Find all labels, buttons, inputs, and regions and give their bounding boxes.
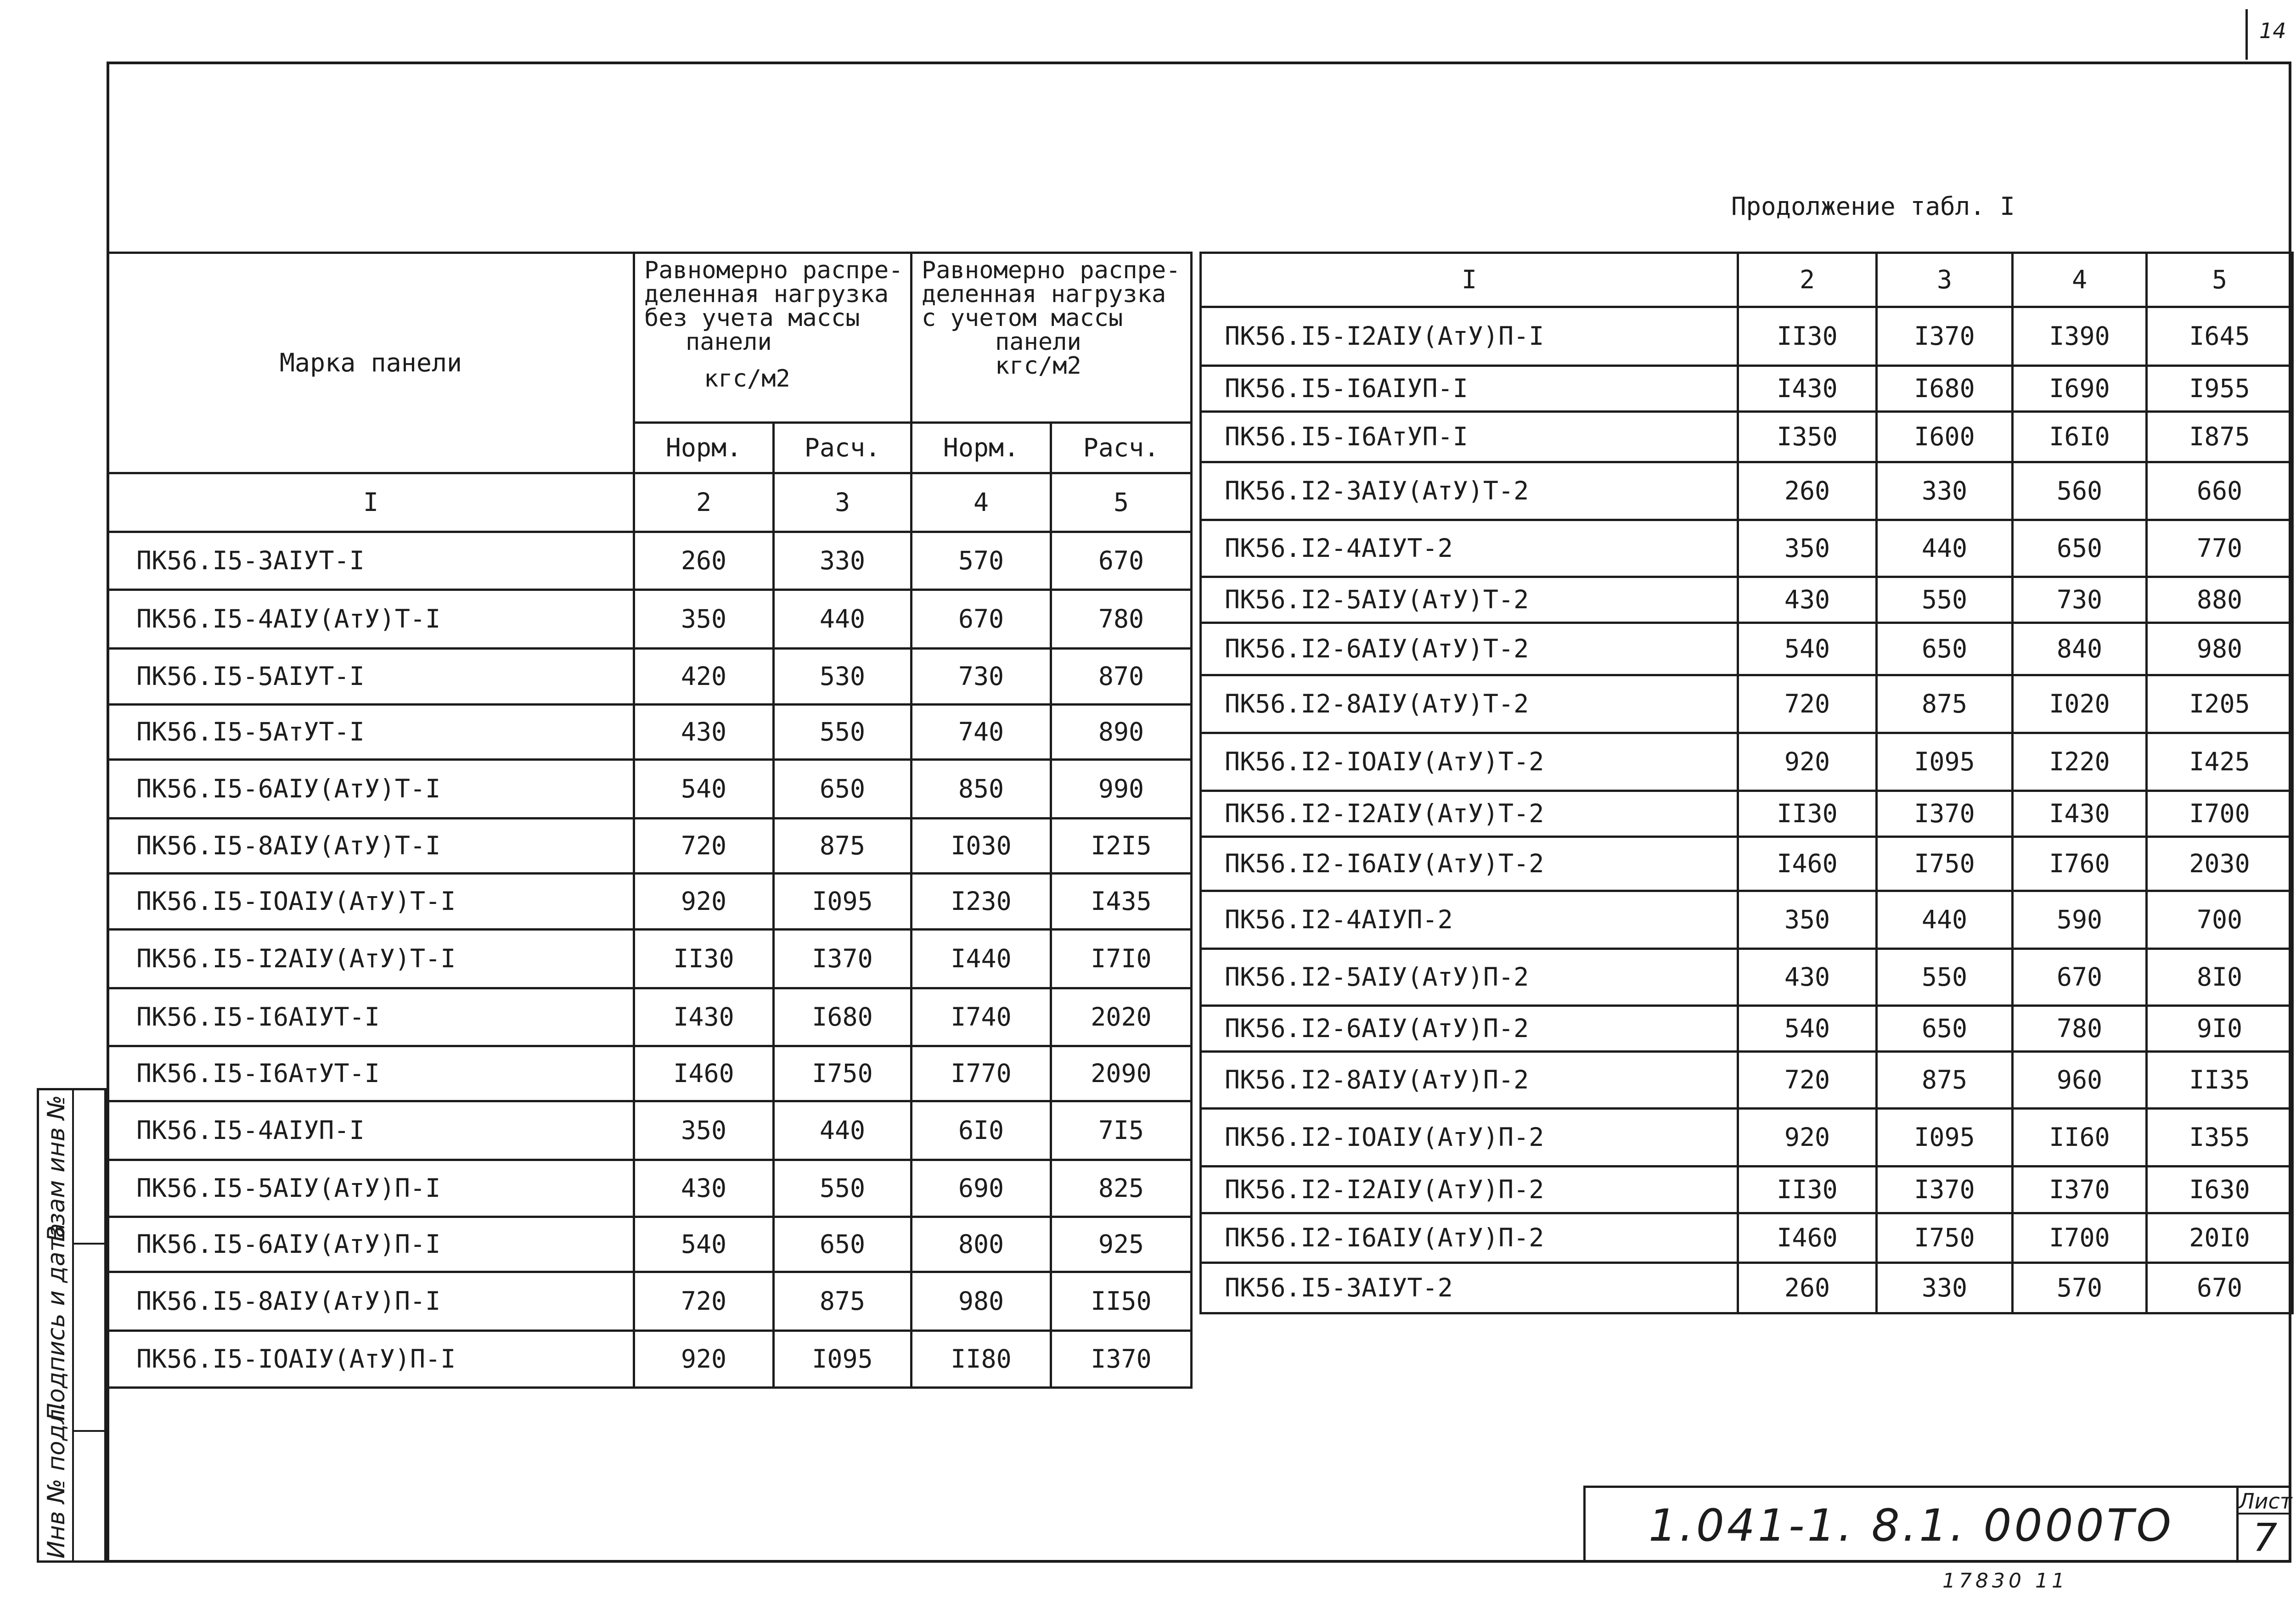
- load-value-cell: I680: [774, 988, 912, 1046]
- panel-mark-cell: ПК56.I5-I6AIУП-I: [1201, 366, 1738, 412]
- panel-mark-cell: ПК56.I5-I2AIУ(АтУ)Т-I: [108, 930, 634, 988]
- document-code: 1.041-1. 8.1. 0000ТО: [1649, 1499, 2174, 1551]
- load-value-cell: 920: [634, 1331, 774, 1388]
- mark-header: [108, 253, 634, 473]
- load-value-cell: 960: [2013, 1052, 2147, 1109]
- load-value-cell: I435: [1051, 874, 1192, 930]
- load-value-cell: 430: [634, 1160, 774, 1217]
- load-value-cell: 890: [1051, 705, 1192, 760]
- load-value-cell: I390: [2013, 307, 2147, 366]
- panel-mark-cell: ПК56.I2-I2AIУ(АтУ)Т-2: [1201, 791, 1738, 837]
- panel-mark-cell: ПК56.I5-5АтУТ-I: [108, 705, 634, 760]
- load-value-cell: I2I5: [1051, 819, 1192, 874]
- hd2-line4: панели: [995, 328, 1081, 356]
- table-row: [1201, 733, 2293, 791]
- left-table: [107, 252, 1193, 1389]
- load-value-cell: I430: [2013, 791, 2147, 837]
- panel-mark-cell: ПК56.I5-5AIУ(АтУ)П-I: [108, 1160, 634, 1217]
- panel-mark-cell: ПК56.I2-8AIУ(АтУ)Т-2: [1201, 675, 1738, 733]
- sub-norm-2: Норм.: [912, 423, 1051, 473]
- left-colnum-4: 4: [912, 473, 1051, 532]
- load-value-cell: I600: [1877, 412, 2013, 462]
- sheet-label: Лист: [2239, 1489, 2292, 1514]
- load-value-cell: I095: [774, 1331, 912, 1388]
- load-value-cell: II30: [634, 930, 774, 988]
- title-block: [1583, 1486, 2291, 1563]
- table-row: [108, 819, 1192, 874]
- side-replace-inv: Взам инв №: [43, 1095, 70, 1242]
- panel-mark-cell: ПК56.I2-I2AIУ(АтУ)П-2: [1201, 1167, 1738, 1213]
- load-value-cell: 350: [1738, 891, 1877, 949]
- left-table-body: [108, 532, 1192, 1388]
- load-value-cell: 440: [1877, 891, 2013, 949]
- panel-mark-cell: ПК56.I2-3AIУ(АтУ)Т-2: [1201, 462, 1738, 520]
- table-row: [1201, 307, 2293, 366]
- panel-mark-cell: ПК56.I5-I6AIУТ-I: [108, 988, 634, 1046]
- table-row: [1201, 520, 2293, 577]
- load-value-cell: I760: [2013, 837, 2147, 891]
- load-value-cell: 550: [1877, 949, 2013, 1006]
- load-value-cell: 825: [1051, 1160, 1192, 1217]
- panel-mark-cell: ПК56.I5-8AIУ(АтУ)П-I: [108, 1272, 634, 1331]
- left-colnum-row: [108, 473, 1192, 532]
- load-value-cell: I095: [774, 874, 912, 930]
- load-value-cell: II30: [1738, 307, 1877, 366]
- table-row: [1201, 1006, 2293, 1052]
- load-value-cell: 260: [634, 532, 774, 590]
- panel-mark-cell: ПК56.I5-IOAIУ(АтУ)П-I: [108, 1331, 634, 1388]
- load-value-cell: 540: [634, 1217, 774, 1272]
- load-value-cell: II35: [2147, 1052, 2293, 1109]
- panel-mark-cell: ПК56.I2-5AIУ(АтУ)П-2: [1201, 949, 1738, 1006]
- table-row: [1201, 1167, 2293, 1213]
- table-row: [108, 1160, 1192, 1217]
- load-value-cell: 720: [1738, 675, 1877, 733]
- load-value-cell: I875: [2147, 412, 2293, 462]
- sub-norm-1: Hорм.: [634, 423, 774, 473]
- load-value-cell: 730: [2013, 577, 2147, 623]
- load-value-cell: 875: [1877, 675, 2013, 733]
- load-value-cell: I030: [912, 819, 1051, 874]
- panel-mark-cell: ПК56.I5-8AIУ(АтУ)Т-I: [108, 819, 634, 874]
- load-value-cell: I750: [774, 1046, 912, 1101]
- load-value-cell: 875: [774, 819, 912, 874]
- load-value-cell: 330: [774, 532, 912, 590]
- load-value-cell: I370: [774, 930, 912, 988]
- load-value-cell: 2030: [2147, 837, 2293, 891]
- table-row: [1201, 366, 2293, 412]
- table-row: [108, 988, 1192, 1046]
- load-value-cell: I690: [2013, 366, 2147, 412]
- load-value-cell: 840: [2013, 623, 2147, 675]
- panel-mark-cell: ПК56.I2-6AIУ(АтУ)П-2: [1201, 1006, 1738, 1052]
- hd2-line3: с учетом массы: [922, 304, 1123, 332]
- panel-mark-cell: ПК56.I5-I2AIУ(АтУ)П-I: [1201, 307, 1738, 366]
- load-value-cell: 650: [774, 1217, 912, 1272]
- table-row: [1201, 1052, 2293, 1109]
- load-value-cell: 770: [2147, 520, 2293, 577]
- side-stamp-col-2: [74, 1090, 105, 1560]
- right-colnum-row: [1201, 253, 2293, 307]
- load-value-cell: 670: [2147, 1263, 2293, 1313]
- bottom-note: 17830 11: [1942, 1569, 2068, 1593]
- table-row: [108, 649, 1192, 705]
- left-colnum-3: 3: [774, 473, 912, 532]
- load-value-cell: 6I0: [912, 1101, 1051, 1160]
- load-value-cell: 670: [1051, 532, 1192, 590]
- table-caption: Продолжение табл. I: [1731, 192, 2015, 221]
- load-value-cell: I205: [2147, 675, 2293, 733]
- load-value-cell: 560: [2013, 462, 2147, 520]
- load-value-cell: 650: [1877, 623, 2013, 675]
- load-value-cell: I370: [1877, 791, 2013, 837]
- hd1-line1: Равномерно распре-: [644, 257, 903, 284]
- load-value-cell: 590: [2013, 891, 2147, 949]
- load-value-cell: I645: [2147, 307, 2293, 366]
- load-value-cell: I095: [1877, 733, 2013, 791]
- load-with-mass-header: [912, 253, 1192, 423]
- load-value-cell: I750: [1877, 837, 2013, 891]
- load-value-cell: I460: [1738, 837, 1877, 891]
- table-row: [1201, 577, 2293, 623]
- panel-mark-cell: ПК56.I5-3AIУТ-2: [1201, 1263, 1738, 1313]
- panel-mark-cell: ПК56.I5-4AIУП-I: [108, 1101, 634, 1160]
- panel-mark-cell: ПК56.I2-4AIУТ-2: [1201, 520, 1738, 577]
- load-value-cell: 550: [774, 1160, 912, 1217]
- left-colnum-1: I: [108, 473, 634, 532]
- load-value-cell: I220: [2013, 733, 2147, 791]
- table-row: [108, 760, 1192, 819]
- sub-calc-2: Расч.: [1051, 423, 1192, 473]
- load-value-cell: 650: [2013, 520, 2147, 577]
- load-value-cell: 2020: [1051, 988, 1192, 1046]
- load-value-cell: II30: [1738, 791, 1877, 837]
- load-value-cell: 260: [1738, 462, 1877, 520]
- load-value-cell: I680: [1877, 366, 2013, 412]
- table-row: [1201, 791, 2293, 837]
- load-value-cell: 920: [1738, 733, 1877, 791]
- load-value-cell: II30: [1738, 1167, 1877, 1213]
- table-row: [1201, 949, 2293, 1006]
- load-value-cell: 730: [912, 649, 1051, 705]
- load-value-cell: I430: [1738, 366, 1877, 412]
- load-value-cell: 670: [912, 590, 1051, 649]
- load-value-cell: 875: [1877, 1052, 2013, 1109]
- panel-mark-cell: ПК56.I2-4AIУП-2: [1201, 891, 1738, 949]
- panel-mark-cell: ПК56.I5-I6АтУП-I: [1201, 412, 1738, 462]
- panel-mark-cell: ПК56.I2-8AIУ(АтУ)П-2: [1201, 1052, 1738, 1109]
- load-value-cell: 350: [1738, 520, 1877, 577]
- load-value-cell: 700: [2147, 891, 2293, 949]
- load-value-cell: 570: [912, 532, 1051, 590]
- load-value-cell: 8I0: [2147, 949, 2293, 1006]
- panel-mark-cell: ПК56.I5-4AIУ(АтУ)Т-I: [108, 590, 634, 649]
- left-colnum-5: 5: [1051, 473, 1192, 532]
- load-value-cell: 350: [634, 590, 774, 649]
- load-value-cell: I460: [1738, 1213, 1877, 1263]
- load-value-cell: 980: [912, 1272, 1051, 1331]
- right-table: [1199, 252, 2294, 1314]
- load-value-cell: 880: [2147, 577, 2293, 623]
- hd2-line1: Равномерно распре-: [922, 257, 1181, 284]
- load-value-cell: 660: [2147, 462, 2293, 520]
- table-row: [108, 705, 1192, 760]
- hd1-unit: кгс/м2: [704, 365, 790, 393]
- load-value-cell: I460: [634, 1046, 774, 1101]
- panel-mark-cell: ПК56.I2-IOAIУ(АтУ)П-2: [1201, 1109, 1738, 1167]
- table-row: [108, 532, 1192, 590]
- panel-mark-cell: ПК56.I5-I6АтУТ-I: [108, 1046, 634, 1101]
- load-value-cell: 780: [1051, 590, 1192, 649]
- load-value-cell: 440: [1877, 520, 2013, 577]
- load-value-cell: 740: [912, 705, 1051, 760]
- panel-mark-cell: ПК56.I2-I6AIУ(АтУ)Т-2: [1201, 837, 1738, 891]
- load-value-cell: 550: [1877, 577, 2013, 623]
- panel-mark-cell: ПК56.I5-6AIУ(АтУ)П-I: [108, 1217, 634, 1272]
- panel-mark-cell: ПК56.I5-3AIУТ-I: [108, 532, 634, 590]
- side-inv-no: Инв № подл.: [43, 1401, 70, 1559]
- panel-mark-cell: ПК56.I2-5AIУ(АтУ)Т-2: [1201, 577, 1738, 623]
- load-value-cell: 780: [2013, 1006, 2147, 1052]
- side-divider-1: [74, 1430, 105, 1432]
- load-value-cell: I440: [912, 930, 1051, 988]
- panel-mark-cell: ПК56.I5-6AIУ(АтУ)Т-I: [108, 760, 634, 819]
- table-row: [108, 1331, 1192, 1388]
- load-value-cell: 540: [634, 760, 774, 819]
- right-table-body: [1201, 307, 2293, 1313]
- load-value-cell: 800: [912, 1217, 1051, 1272]
- panel-mark-cell: ПК56.I2-IOAIУ(АтУ)Т-2: [1201, 733, 1738, 791]
- load-value-cell: II50: [1051, 1272, 1192, 1331]
- panel-mark-cell: ПК56.I2-6AIУ(АтУ)Т-2: [1201, 623, 1738, 675]
- hd1-line4: панели: [686, 328, 772, 356]
- mark-header-label: Марка панели: [279, 348, 462, 377]
- load-value-cell: 550: [774, 705, 912, 760]
- load-value-cell: II80: [912, 1331, 1051, 1388]
- load-without-mass-header: [634, 253, 912, 423]
- table-row: [1201, 1109, 2293, 1167]
- right-colnum-4: 4: [2013, 253, 2147, 307]
- load-value-cell: 650: [774, 760, 912, 819]
- load-value-cell: II60: [2013, 1109, 2147, 1167]
- table-row: [108, 1046, 1192, 1101]
- load-value-cell: 20I0: [2147, 1213, 2293, 1263]
- load-value-cell: I370: [1051, 1331, 1192, 1388]
- load-value-cell: 430: [1738, 577, 1877, 623]
- right-colnum-2: 2: [1738, 253, 1877, 307]
- load-value-cell: 330: [1877, 462, 2013, 520]
- hd2-unit: кгс/м2: [995, 352, 1081, 380]
- right-colnum-3: 3: [1877, 253, 2013, 307]
- load-value-cell: 925: [1051, 1217, 1192, 1272]
- load-value-cell: 540: [1738, 1006, 1877, 1052]
- table-row: [1201, 412, 2293, 462]
- table-row: [108, 930, 1192, 988]
- load-value-cell: 720: [634, 1272, 774, 1331]
- panel-mark-cell: ПК56.I5-5AIУТ-I: [108, 649, 634, 705]
- table-row: [108, 1272, 1192, 1331]
- load-value-cell: 690: [912, 1160, 1051, 1217]
- hd1-line2: деленная нагрузка: [644, 280, 889, 308]
- load-value-cell: 990: [1051, 760, 1192, 819]
- load-value-cell: I095: [1877, 1109, 2013, 1167]
- sub-calc-1: Расч.: [774, 423, 912, 473]
- load-value-cell: 870: [1051, 649, 1192, 705]
- load-value-cell: 540: [1738, 623, 1877, 675]
- load-value-cell: I370: [2013, 1167, 2147, 1213]
- panel-mark-cell: ПК56.I5-IOAIУ(АтУ)Т-I: [108, 874, 634, 930]
- hd1-line3: без учета массы: [644, 304, 860, 332]
- hd2-line2: деленная нагрузка: [922, 280, 1166, 308]
- load-value-cell: I230: [912, 874, 1051, 930]
- left-colnum-2: 2: [634, 473, 774, 532]
- load-value-cell: 9I0: [2147, 1006, 2293, 1052]
- load-value-cell: 530: [774, 649, 912, 705]
- table-row: [1201, 891, 2293, 949]
- panel-mark-cell: ПК56.I2-I6AIУ(АтУ)П-2: [1201, 1213, 1738, 1263]
- load-value-cell: 330: [1877, 1263, 2013, 1313]
- table-row: [108, 590, 1192, 649]
- load-value-cell: 720: [634, 819, 774, 874]
- load-value-cell: 850: [912, 760, 1051, 819]
- load-value-cell: 920: [634, 874, 774, 930]
- table-row: [1201, 837, 2293, 891]
- side-stamp: [37, 1088, 107, 1563]
- load-value-cell: I370: [1877, 1167, 2013, 1213]
- load-value-cell: 920: [1738, 1109, 1877, 1167]
- load-value-cell: 260: [1738, 1263, 1877, 1313]
- load-value-cell: 440: [774, 590, 912, 649]
- load-value-cell: 570: [2013, 1263, 2147, 1313]
- table-row: [108, 1217, 1192, 1272]
- load-value-cell: 980: [2147, 623, 2293, 675]
- load-value-cell: 430: [634, 705, 774, 760]
- table-row: [1201, 675, 2293, 733]
- load-value-cell: 670: [2013, 949, 2147, 1006]
- table-row: [1201, 623, 2293, 675]
- load-value-cell: 440: [774, 1101, 912, 1160]
- load-value-cell: I425: [2147, 733, 2293, 791]
- table-row: [1201, 1263, 2293, 1313]
- right-colnum-1: I: [1201, 253, 1738, 307]
- load-value-cell: I630: [2147, 1167, 2293, 1213]
- side-signature-date: Подпись и дата: [43, 1223, 70, 1421]
- load-value-cell: I955: [2147, 366, 2293, 412]
- load-value-cell: I770: [912, 1046, 1051, 1101]
- load-value-cell: 875: [774, 1272, 912, 1331]
- table-row: [108, 874, 1192, 930]
- load-value-cell: I700: [2147, 791, 2293, 837]
- load-value-cell: I355: [2147, 1109, 2293, 1167]
- table-row: [108, 1101, 1192, 1160]
- right-colnum-5: 5: [2147, 253, 2293, 307]
- load-value-cell: I370: [1877, 307, 2013, 366]
- load-value-cell: I7I0: [1051, 930, 1192, 988]
- load-value-cell: I350: [1738, 412, 1877, 462]
- table-row: [1201, 1213, 2293, 1263]
- sheet-number: 7: [2252, 1515, 2278, 1560]
- load-value-cell: 430: [1738, 949, 1877, 1006]
- load-value-cell: I6I0: [2013, 412, 2147, 462]
- load-value-cell: 350: [634, 1101, 774, 1160]
- load-value-cell: 2090: [1051, 1046, 1192, 1101]
- sheet-box: [2236, 1488, 2291, 1563]
- load-value-cell: 420: [634, 649, 774, 705]
- corner-tick: [2245, 9, 2248, 60]
- load-value-cell: 720: [1738, 1052, 1877, 1109]
- load-value-cell: I700: [2013, 1213, 2147, 1263]
- left-header-row: [108, 253, 1192, 423]
- side-divider-2: [74, 1243, 105, 1245]
- load-value-cell: 650: [1877, 1006, 2013, 1052]
- table-row: [1201, 462, 2293, 520]
- load-value-cell: I020: [2013, 675, 2147, 733]
- load-value-cell: 7I5: [1051, 1101, 1192, 1160]
- corner-page-number: 14: [2259, 18, 2286, 43]
- load-value-cell: I740: [912, 988, 1051, 1046]
- load-value-cell: I430: [634, 988, 774, 1046]
- load-value-cell: I750: [1877, 1213, 2013, 1263]
